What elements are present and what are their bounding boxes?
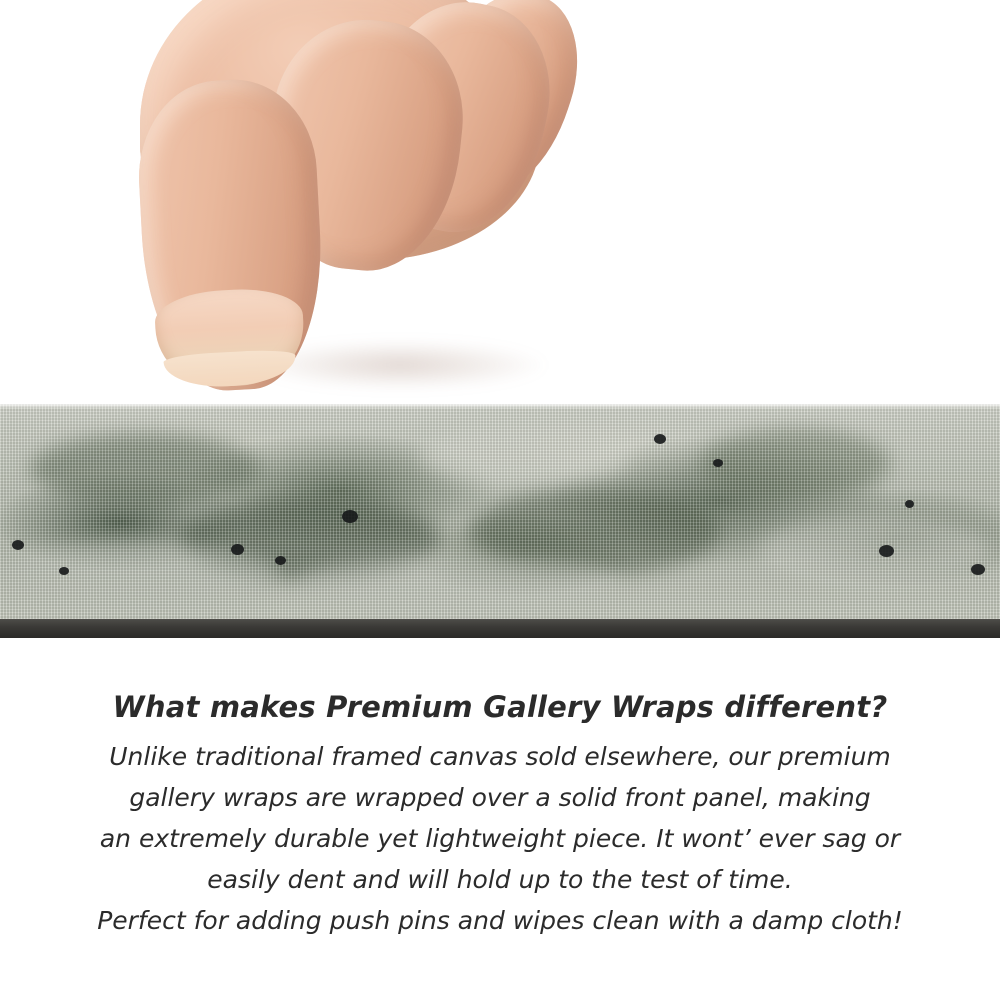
caption-line: gallery wraps are wrapped over a solid front panel, making [129, 783, 871, 812]
canvas-edge-strip [0, 404, 1000, 619]
canvas-top-highlight [0, 404, 1000, 409]
caption-title: What makes Premium Gallery Wraps different? [112, 690, 888, 724]
canvas-weave-texture [0, 404, 1000, 619]
caption-line: Perfect for adding push pins and wipes clean with a damp cloth! [97, 906, 903, 935]
hand-illustration [120, 0, 550, 430]
caption-line: an extremely durable yet lightweight piece. It wont’ ever sag or [99, 824, 901, 853]
caption-block [0, 690, 1000, 941]
canvas-edge-shadow [0, 619, 1000, 638]
caption-line: Unlike traditional framed canvas sold elsewhere, our premium [109, 742, 891, 771]
caption-line: easily dent and will hold up to the test of time. [207, 865, 793, 894]
